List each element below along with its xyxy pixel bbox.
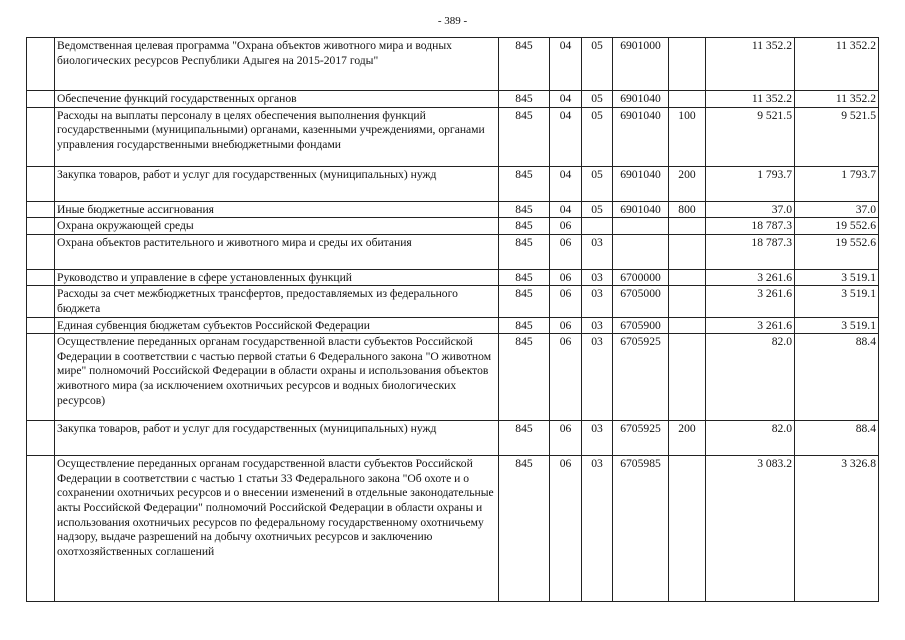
table-row [27, 286, 879, 317]
row-section-code: 06 [550, 334, 582, 421]
row-description: Ведомственная целевая программа "Охрана объектов животного мира и водных биологических ресурсов Республики Адыгея на 2015-2017 годы" [55, 38, 499, 91]
table-row [27, 218, 879, 235]
row-subsection-code: 05 [582, 107, 613, 166]
row-description: Закупка товаров, работ и услуг для государственных (муниципальных) нужд [55, 421, 499, 456]
row-ministry-code: 845 [499, 317, 550, 334]
table-row [27, 166, 879, 201]
table-row [27, 421, 879, 456]
row-expense-type [669, 286, 706, 317]
row-subsection-code [582, 218, 613, 235]
row-section-code: 06 [550, 218, 582, 235]
row-gutter [27, 218, 55, 235]
row-amount-year2: 1 793.7 [795, 166, 879, 201]
row-ministry-code: 845 [499, 269, 550, 286]
row-section-code: 06 [550, 269, 582, 286]
row-gutter [27, 456, 55, 602]
row-amount-year1: 3 261.6 [706, 269, 795, 286]
row-amount-year2: 3 326.8 [795, 456, 879, 602]
row-gutter [27, 317, 55, 334]
row-description: Осуществление переданных органам государственной власти субъектов Российской Федерации в соответствии с частью первой статьи 6 Федерального закона "О животном мире" полномочий Российской Федерации в области охраны и использования объектов животного мира (за исключением охотничьих ресурсов и водных биологических ресурсов) [55, 334, 499, 421]
table-row [27, 38, 879, 91]
row-amount-year1: 11 352.2 [706, 38, 795, 91]
row-amount-year1: 9 521.5 [706, 107, 795, 166]
row-ministry-code: 845 [499, 234, 550, 269]
row-ministry-code: 845 [499, 166, 550, 201]
row-description: Закупка товаров, работ и услуг для государственных (муниципальных) нужд [55, 166, 499, 201]
row-section-code: 06 [550, 317, 582, 334]
row-target-article [613, 234, 669, 269]
row-subsection-code: 03 [582, 421, 613, 456]
row-expense-type: 200 [669, 166, 706, 201]
row-amount-year2: 19 552.6 [795, 234, 879, 269]
row-expense-type [669, 334, 706, 421]
row-amount-year2: 37.0 [795, 201, 879, 218]
table-row [27, 107, 879, 166]
row-amount-year2: 88.4 [795, 334, 879, 421]
row-expense-type [669, 234, 706, 269]
row-gutter [27, 269, 55, 286]
row-ministry-code: 845 [499, 456, 550, 602]
row-section-code: 06 [550, 286, 582, 317]
row-amount-year2: 3 519.1 [795, 269, 879, 286]
table-row [27, 201, 879, 218]
row-section-code: 06 [550, 234, 582, 269]
row-amount-year1: 82.0 [706, 421, 795, 456]
row-ministry-code: 845 [499, 91, 550, 108]
row-target-article: 6705900 [613, 317, 669, 334]
row-amount-year2: 9 521.5 [795, 107, 879, 166]
row-description: Обеспечение функций государственных органов [55, 91, 499, 108]
row-gutter [27, 38, 55, 91]
table-row [27, 269, 879, 286]
row-expense-type [669, 456, 706, 602]
row-ministry-code: 845 [499, 421, 550, 456]
table-row [27, 91, 879, 108]
row-target-article: 6700000 [613, 269, 669, 286]
row-ministry-code: 845 [499, 286, 550, 317]
page-number: - 389 - [437, 15, 468, 27]
row-section-code: 06 [550, 456, 582, 602]
row-description: Иные бюджетные ассигнования [55, 201, 499, 218]
row-gutter [27, 166, 55, 201]
row-gutter [27, 201, 55, 218]
row-subsection-code: 05 [582, 166, 613, 201]
row-target-article: 6901040 [613, 107, 669, 166]
row-amount-year1: 82.0 [706, 334, 795, 421]
row-description: Расходы за счет межбюджетных трансфертов, предоставляемых из федерального бюджета [55, 286, 499, 317]
row-gutter [27, 421, 55, 456]
row-gutter [27, 286, 55, 317]
row-amount-year1: 3 083.2 [706, 456, 795, 602]
row-expense-type: 800 [669, 201, 706, 218]
row-target-article: 6901040 [613, 91, 669, 108]
row-description: Осуществление переданных органам государственной власти субъектов Российской Федерации в соответствии с частью 1 статьи 33 Федерального закона "Об охоте и о сохранении охотничьих ресурсов и о внесении изменений в отдельные законодательные акты Российской Федерации" полномочий Российской Федерации в области охраны и использования охотничьих ресурсов по федеральному государственному охотничьему надзору, выдаче разрешений на добычу охотничьих ресурсов и заключению охотхозяйственных соглашений [55, 456, 499, 602]
table-row [27, 456, 879, 602]
row-description: Расходы на выплаты персоналу в целях обеспечения выполнения функций государственными (муниципальными) органами, казенными учреждениями, органами управления государственными внебюджетными фондами [55, 107, 499, 166]
row-gutter [27, 234, 55, 269]
row-section-code: 04 [550, 91, 582, 108]
row-amount-year2: 88.4 [795, 421, 879, 456]
row-section-code: 04 [550, 166, 582, 201]
row-ministry-code: 845 [499, 218, 550, 235]
row-amount-year1: 1 793.7 [706, 166, 795, 201]
row-target-article: 6705925 [613, 421, 669, 456]
row-target-article: 6705925 [613, 334, 669, 421]
row-expense-type [669, 218, 706, 235]
row-subsection-code: 05 [582, 91, 613, 108]
row-amount-year1: 37.0 [706, 201, 795, 218]
row-ministry-code: 845 [499, 334, 550, 421]
row-subsection-code: 03 [582, 269, 613, 286]
row-section-code: 06 [550, 421, 582, 456]
row-expense-type: 200 [669, 421, 706, 456]
table-row [27, 234, 879, 269]
row-subsection-code: 03 [582, 286, 613, 317]
row-section-code: 04 [550, 107, 582, 166]
row-amount-year1: 3 261.6 [706, 286, 795, 317]
row-amount-year2: 3 519.1 [795, 286, 879, 317]
row-subsection-code: 03 [582, 456, 613, 602]
row-ministry-code: 845 [499, 201, 550, 218]
row-expense-type: 100 [669, 107, 706, 166]
row-amount-year2: 3 519.1 [795, 317, 879, 334]
row-target-article: 6705000 [613, 286, 669, 317]
row-target-article [613, 218, 669, 235]
row-subsection-code: 03 [582, 334, 613, 421]
row-ministry-code: 845 [499, 38, 550, 91]
row-expense-type [669, 38, 706, 91]
row-subsection-code: 05 [582, 201, 613, 218]
row-amount-year1: 18 787.3 [706, 218, 795, 235]
row-target-article: 6901040 [613, 201, 669, 218]
table-row [27, 334, 879, 421]
row-target-article: 6901000 [613, 38, 669, 91]
row-gutter [27, 334, 55, 421]
row-expense-type [669, 91, 706, 108]
row-gutter [27, 91, 55, 108]
row-description: Охрана объектов растительного и животного мира и среды их обитания [55, 234, 499, 269]
table-row [27, 317, 879, 334]
row-expense-type [669, 317, 706, 334]
row-gutter [27, 107, 55, 166]
row-description: Руководство и управление в сфере установленных функций [55, 269, 499, 286]
row-section-code: 04 [550, 201, 582, 218]
row-subsection-code: 03 [582, 317, 613, 334]
row-subsection-code: 05 [582, 38, 613, 91]
row-subsection-code: 03 [582, 234, 613, 269]
row-section-code: 04 [550, 38, 582, 91]
budget-table [26, 37, 879, 602]
row-expense-type [669, 269, 706, 286]
row-description: Единая субвенция бюджетам субъектов Российской Федерации [55, 317, 499, 334]
row-target-article: 6705985 [613, 456, 669, 602]
row-amount-year2: 11 352.2 [795, 91, 879, 108]
row-amount-year2: 11 352.2 [795, 38, 879, 91]
row-amount-year2: 19 552.6 [795, 218, 879, 235]
row-description: Охрана окружающей среды [55, 218, 499, 235]
row-target-article: 6901040 [613, 166, 669, 201]
row-amount-year1: 11 352.2 [706, 91, 795, 108]
row-amount-year1: 18 787.3 [706, 234, 795, 269]
row-amount-year1: 3 261.6 [706, 317, 795, 334]
row-ministry-code: 845 [499, 107, 550, 166]
